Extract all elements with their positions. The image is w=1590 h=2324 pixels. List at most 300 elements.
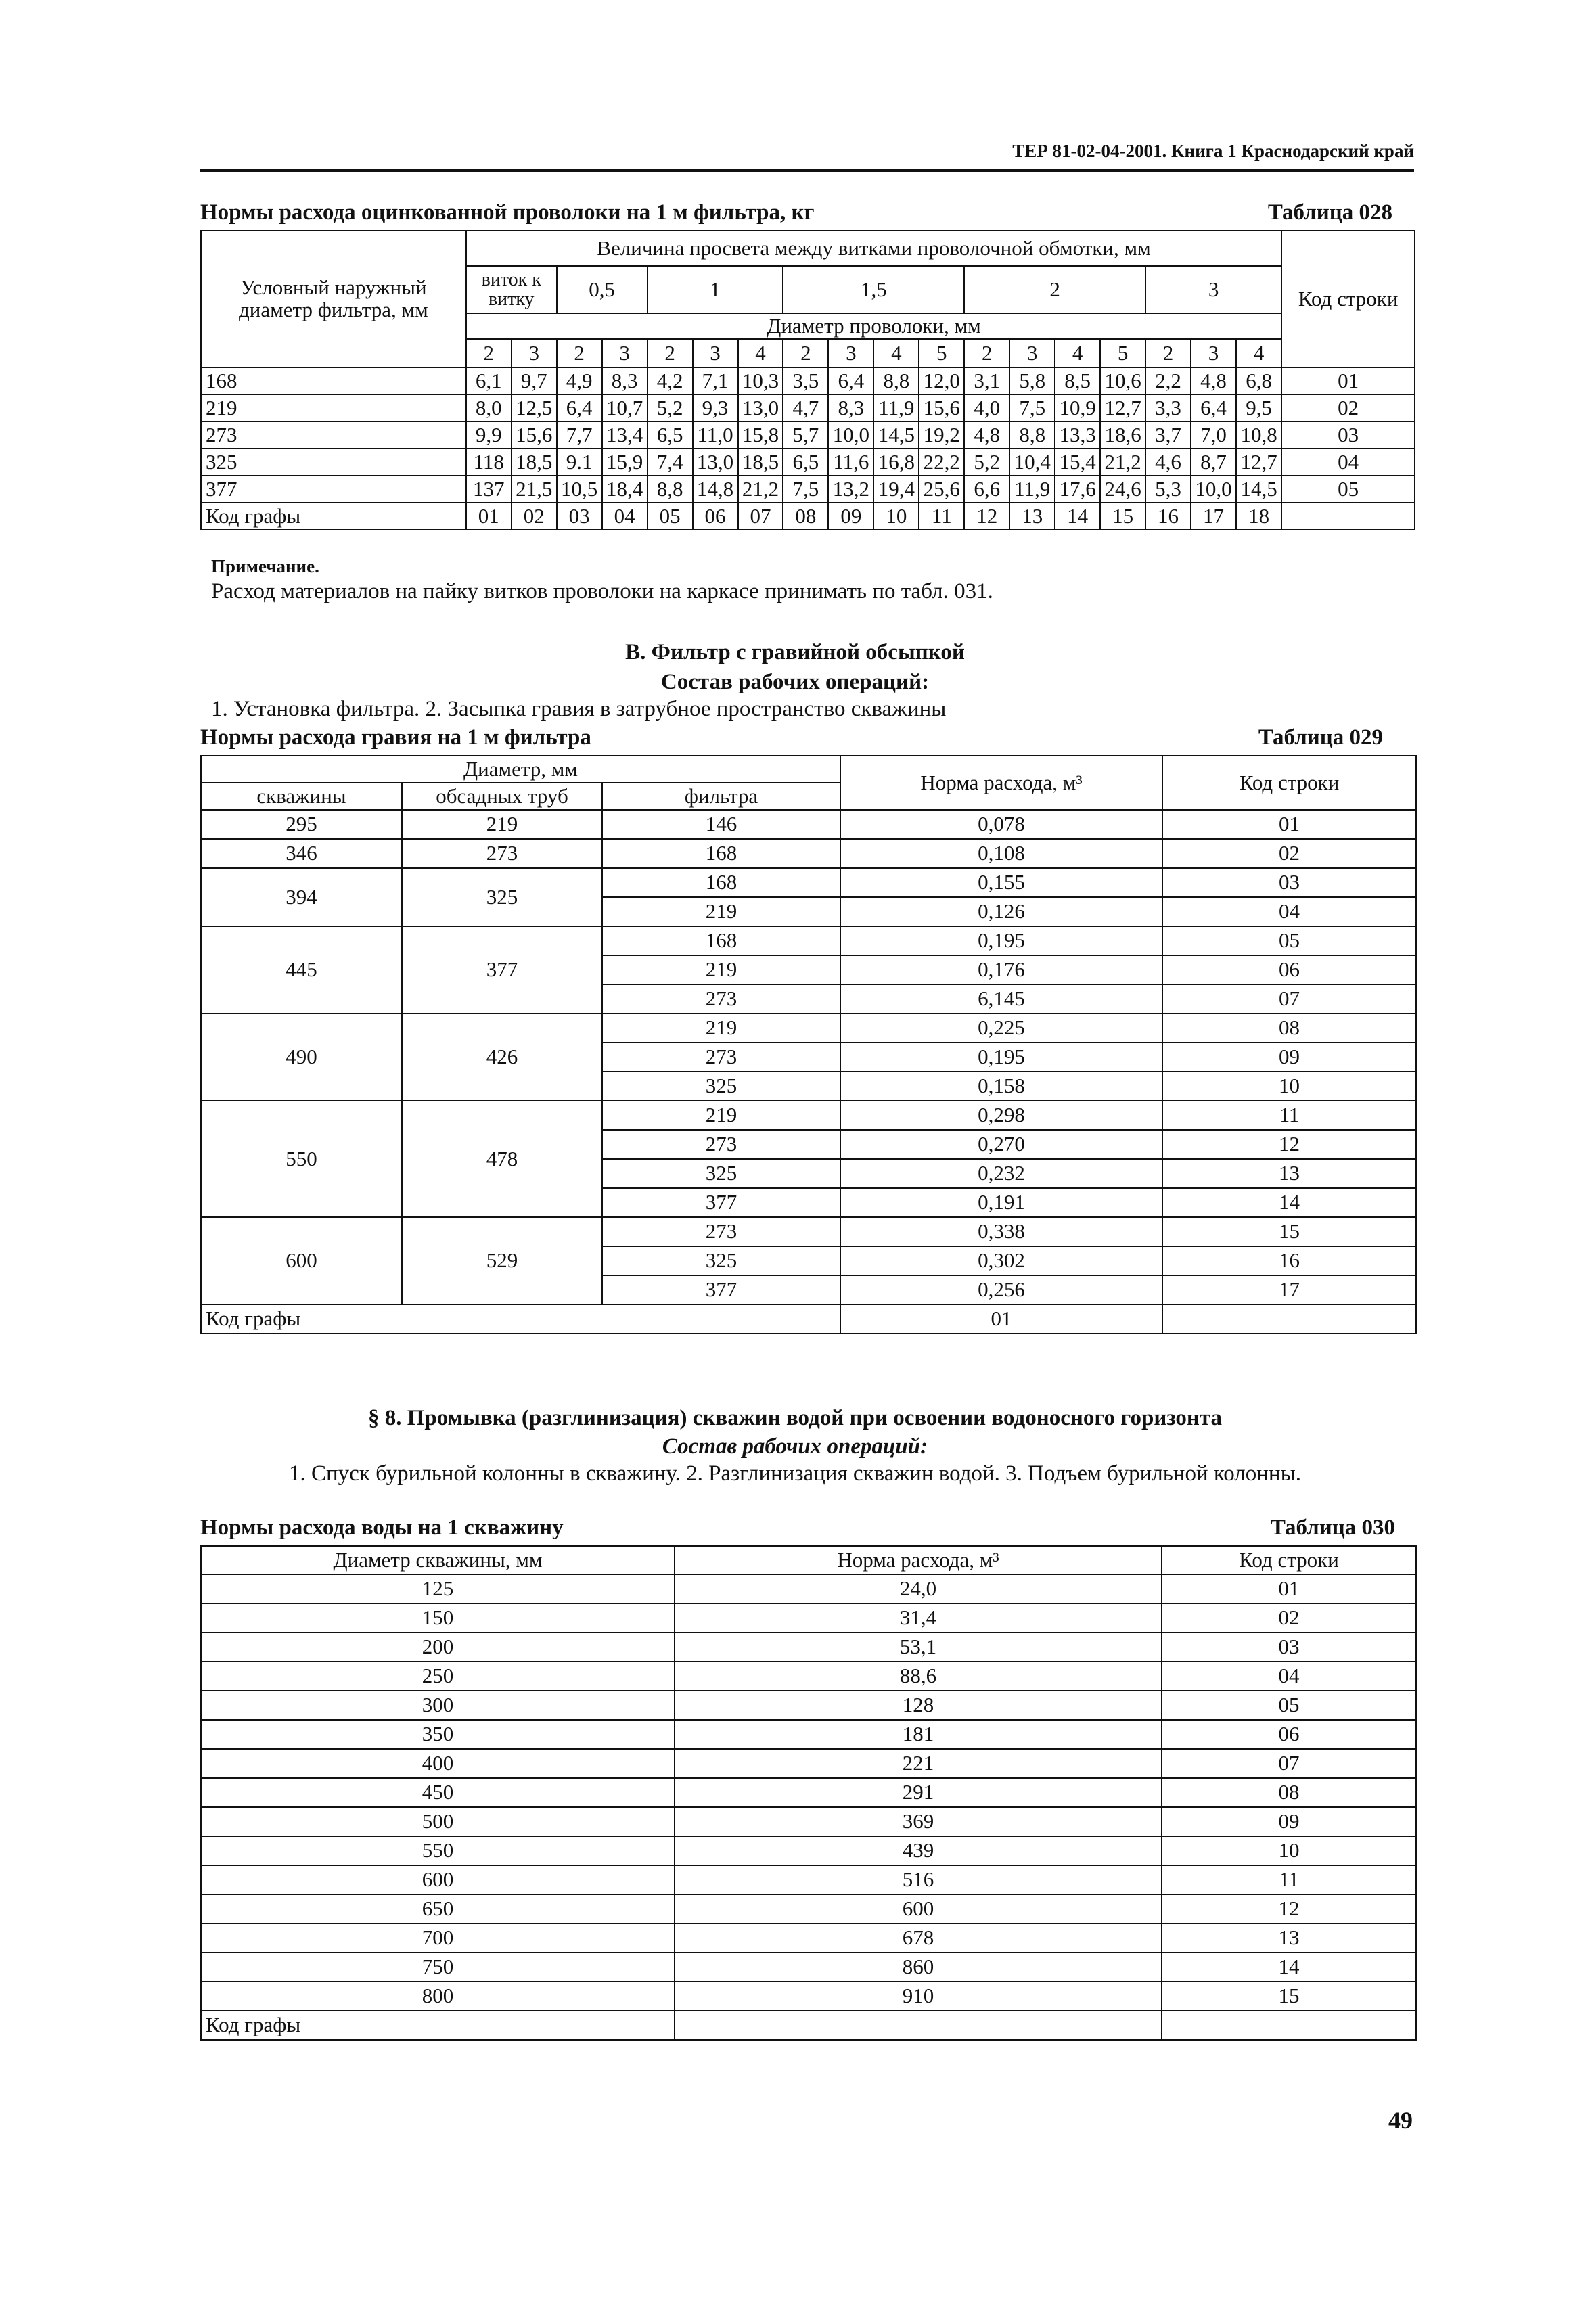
t028-value: 10,3: [738, 367, 783, 394]
t028-value: 10,5: [557, 476, 602, 503]
t030-head-diameter: Диаметр скважины, мм: [201, 1546, 675, 1574]
t030-diameter: 550: [201, 1836, 675, 1865]
t030-diameter: 450: [201, 1778, 675, 1807]
t029-row: [201, 1101, 1416, 1130]
t028-value: 3,1: [964, 367, 1009, 394]
t029-graph-code: 01: [840, 1304, 1162, 1334]
t030-diameter: 125: [201, 1574, 675, 1603]
t028-value: 3,7: [1145, 421, 1191, 449]
t028-value: 5,2: [964, 449, 1009, 476]
t030-diameter: 200: [201, 1633, 675, 1662]
t028-value: 18,5: [738, 449, 783, 476]
t028-value: 24,6: [1100, 476, 1145, 503]
t028-caption: Таблица 028: [1267, 200, 1392, 225]
t028-diameter: 377: [201, 476, 466, 503]
t030-row: [201, 1923, 1416, 1953]
t029-code: 17: [1162, 1275, 1416, 1304]
t029-code: 09: [1162, 1043, 1416, 1072]
t029-code: 04: [1162, 897, 1416, 926]
t030-row: [201, 1749, 1416, 1778]
t029-well: 600: [201, 1217, 402, 1304]
t028-value: 8,0: [466, 394, 512, 421]
t028-head-diameter: Условный наружный диаметр фильтра, мм: [201, 231, 466, 367]
t028-value: 6,5: [648, 421, 693, 449]
t029-norm: 6,145: [840, 984, 1162, 1013]
t028-head-vitok: виток к витку: [466, 266, 557, 313]
t028-graph-code: 05: [648, 503, 693, 530]
t030-graph-row: [201, 2011, 1416, 2040]
t029-casing: 325: [402, 868, 602, 926]
t030-graph-label: Код графы: [201, 2011, 675, 2040]
t029-filter: 168: [602, 839, 840, 868]
t028-value: 14,5: [873, 421, 919, 449]
t030-title: Нормы расхода воды на 1 скважину: [200, 1516, 564, 1540]
t029-filter: 273: [602, 1217, 840, 1246]
t029-filter: 325: [602, 1159, 840, 1188]
t029-norm: 0,078: [840, 810, 1162, 839]
t028-value: 12,7: [1236, 449, 1281, 476]
t030-diameter: 750: [201, 1953, 675, 1982]
section-b-title: В. Фильтр с гравийной обсыпкой: [625, 640, 965, 664]
t029-norm: 0,158: [840, 1072, 1162, 1101]
t028-value: 4,7: [783, 394, 828, 421]
t028-graph-code: 11: [919, 503, 964, 530]
t028-value: 10,9: [1055, 394, 1100, 421]
t028-value: 7,0: [1191, 421, 1236, 449]
t029-code: 01: [1162, 810, 1416, 839]
t029-filter: 325: [602, 1246, 840, 1275]
t028-value: 12,5: [512, 394, 557, 421]
t028-value: 15,8: [738, 421, 783, 449]
t030-diameter: 150: [201, 1603, 675, 1633]
t029-filter: 168: [602, 926, 840, 955]
t028-wire-col: 2: [964, 339, 1009, 367]
t028-value: 6,8: [1236, 367, 1281, 394]
t029-row: [201, 810, 1416, 839]
t029-caption: Таблица 029: [1258, 725, 1383, 750]
t028-table: [200, 230, 1415, 530]
t030-caption: Таблица 030: [1270, 1516, 1395, 1540]
t028-row: [201, 421, 1415, 449]
t028-wire-col: 3: [693, 339, 738, 367]
t030-graph-empty: [675, 2011, 1162, 2040]
section-b-subtitle: Состав рабочих операций:: [660, 670, 930, 694]
t028-value: 4,9: [557, 367, 602, 394]
t029-well: 550: [201, 1101, 402, 1217]
t029-head-norm: Норма расхода, м³: [840, 756, 1162, 810]
t029-filter: 146: [602, 810, 840, 839]
t028-graph-code: 18: [1236, 503, 1281, 530]
t030-code: 12: [1162, 1894, 1416, 1923]
t030-norm: 910: [675, 1982, 1162, 2011]
t028-value: 8,5: [1055, 367, 1100, 394]
t028-value: 16,8: [873, 449, 919, 476]
t028-gap: 1,5: [783, 266, 964, 313]
t028-wire-col: 2: [557, 339, 602, 367]
t030-norm: 369: [675, 1807, 1162, 1836]
t030-diameter: 800: [201, 1982, 675, 2011]
t029-code: 16: [1162, 1246, 1416, 1275]
t028-graph-code: 09: [828, 503, 873, 530]
t029-norm: 0,256: [840, 1275, 1162, 1304]
t030-diameter: 700: [201, 1923, 675, 1953]
t028-value: 11,9: [873, 394, 919, 421]
running-header: ТЕР 81-02-04-2001. Книга 1 Краснодарский край: [1012, 141, 1414, 161]
t028-value: 13,3: [1055, 421, 1100, 449]
t028-value: 5,7: [783, 421, 828, 449]
t028-wire-col: 2: [783, 339, 828, 367]
t028-value: 7,1: [693, 367, 738, 394]
t028-value: 10,6: [1100, 367, 1145, 394]
t029-title: Нормы расхода гравия на 1 м фильтра: [200, 725, 591, 750]
t030-diameter: 400: [201, 1749, 675, 1778]
t030-row: [201, 1865, 1416, 1894]
t030-diameter: 600: [201, 1865, 675, 1894]
t028-row: [201, 449, 1415, 476]
t029-norm: 0,270: [840, 1130, 1162, 1159]
t028-code: 03: [1281, 421, 1415, 449]
t029-filter: 377: [602, 1188, 840, 1217]
t030-head-norm: Норма расхода, м³: [675, 1546, 1162, 1574]
t028-wire-col: 3: [1191, 339, 1236, 367]
t028-graph-row: [201, 503, 1415, 530]
t029-casing: 219: [402, 810, 602, 839]
t028-row: [201, 476, 1415, 503]
t028-gap: 0,5: [557, 266, 648, 313]
t030-norm: 88,6: [675, 1662, 1162, 1691]
t028-value: 18,6: [1100, 421, 1145, 449]
t030-norm: 291: [675, 1778, 1162, 1807]
t029-graph-empty: [1162, 1304, 1416, 1334]
t028-value: 10,8: [1236, 421, 1281, 449]
t029-filter: 219: [602, 897, 840, 926]
t029-casing: 529: [402, 1217, 602, 1304]
t029-code: 11: [1162, 1101, 1416, 1130]
t028-value: 6,4: [1191, 394, 1236, 421]
t028-code: 02: [1281, 394, 1415, 421]
t028-value: 4,2: [648, 367, 693, 394]
t028-value: 6,4: [557, 394, 602, 421]
t029-row: [201, 839, 1416, 868]
t028-value: 6,1: [466, 367, 512, 394]
section-8-subtitle: Состав рабочих операций:: [662, 1434, 928, 1459]
t030-norm: 600: [675, 1894, 1162, 1923]
t028-graph-code: 04: [602, 503, 648, 530]
t028-value: 21,5: [512, 476, 557, 503]
t028-value: 6,4: [828, 367, 873, 394]
t029-casing: 377: [402, 926, 602, 1013]
t029-filter: 219: [602, 1101, 840, 1130]
t030-row: [201, 1807, 1416, 1836]
t028-wire-col: 3: [828, 339, 873, 367]
t029-code: 08: [1162, 1013, 1416, 1043]
t029-well: 394: [201, 868, 402, 926]
t028-value: 9.1: [557, 449, 602, 476]
t028-code: 05: [1281, 476, 1415, 503]
t030-norm: 516: [675, 1865, 1162, 1894]
t028-wire-col: 4: [873, 339, 919, 367]
t028-value: 17,6: [1055, 476, 1100, 503]
t028-value: 13,2: [828, 476, 873, 503]
t030-norm: 439: [675, 1836, 1162, 1865]
t028-value: 15,9: [602, 449, 648, 476]
t029-row: [201, 868, 1416, 897]
t028-graph-code: 14: [1055, 503, 1100, 530]
t029-graph-row: [201, 1304, 1416, 1334]
t028-value: 11,0: [693, 421, 738, 449]
t030-norm: 53,1: [675, 1633, 1162, 1662]
t028-value: 4,8: [1191, 367, 1236, 394]
t029-head-code: Код строки: [1162, 756, 1416, 810]
t028-graph-code: 16: [1145, 503, 1191, 530]
t029-norm: 0,302: [840, 1246, 1162, 1275]
t028-value: 11,6: [828, 449, 873, 476]
t030-code: 02: [1162, 1603, 1416, 1633]
t028-graph-label: Код графы: [201, 503, 466, 530]
t030-diameter: 500: [201, 1807, 675, 1836]
t028-graph-code: 10: [873, 503, 919, 530]
t028-value: 8,3: [602, 367, 648, 394]
t029-well: 295: [201, 810, 402, 839]
header-rule: [200, 169, 1414, 172]
t030-code: 10: [1162, 1836, 1416, 1865]
t029-norm: 0,232: [840, 1159, 1162, 1188]
t030-diameter: 350: [201, 1720, 675, 1749]
t028-wire-col: 3: [602, 339, 648, 367]
t029-norm: 0,155: [840, 868, 1162, 897]
t029-norm: 0,191: [840, 1188, 1162, 1217]
t028-value: 3,5: [783, 367, 828, 394]
t030-row: [201, 1778, 1416, 1807]
t028-value: 5,8: [1009, 367, 1055, 394]
t030-graph-empty: [1162, 2011, 1416, 2040]
t028-value: 10,4: [1009, 449, 1055, 476]
t028-graph-code: 01: [466, 503, 512, 530]
t028-head-wire: Диаметр проволоки, мм: [466, 313, 1281, 339]
t029-head-filter: фильтра: [602, 783, 840, 810]
t028-wire-col: 4: [738, 339, 783, 367]
t028-value: 13,4: [602, 421, 648, 449]
section-8-ops: 1. Спуск бурильной колонны в скважину. 2. Разглинизация скважин водой. 3. Подъем бурильной колонны.: [288, 1461, 1302, 1486]
t028-value: 4,8: [964, 421, 1009, 449]
t028-value: 118: [466, 449, 512, 476]
t028-gap: 3: [1145, 266, 1281, 313]
t029-filter: 219: [602, 1013, 840, 1043]
t030-norm: 24,0: [675, 1574, 1162, 1603]
t028-value: 18,4: [602, 476, 648, 503]
t028-value: 9,9: [466, 421, 512, 449]
t029-norm: 0,298: [840, 1101, 1162, 1130]
t028-value: 12,0: [919, 367, 964, 394]
t028-wire-col: 3: [512, 339, 557, 367]
t028-note-heading: Примечание.: [211, 556, 319, 576]
t030-row: [201, 1982, 1416, 2011]
t028-value: 7,5: [1009, 394, 1055, 421]
t029-norm: 0,126: [840, 897, 1162, 926]
t028-diameter: 168: [201, 367, 466, 394]
t029-casing: 426: [402, 1013, 602, 1101]
t028-value: 13,0: [738, 394, 783, 421]
t028-value: 2,2: [1145, 367, 1191, 394]
t030-diameter: 250: [201, 1662, 675, 1691]
t029-well: 490: [201, 1013, 402, 1101]
t028-value: 15,6: [919, 394, 964, 421]
t029-casing: 478: [402, 1101, 602, 1217]
t028-graph-empty: [1281, 503, 1415, 530]
t030-diameter: 650: [201, 1894, 675, 1923]
t028-graph-code: 02: [512, 503, 557, 530]
t028-wire-col: 2: [1145, 339, 1191, 367]
t029-well: 445: [201, 926, 402, 1013]
t028-value: 22,2: [919, 449, 964, 476]
t028-value: 11,9: [1009, 476, 1055, 503]
t028-value: 8,8: [1009, 421, 1055, 449]
t029-norm: 0,195: [840, 926, 1162, 955]
t028-title: Нормы расхода оцинкованной проволоки на 1 м фильтра, кг: [200, 200, 815, 225]
t028-value: 7,7: [557, 421, 602, 449]
t030-row: [201, 1691, 1416, 1720]
t030-code: 08: [1162, 1778, 1416, 1807]
t029-code: 05: [1162, 926, 1416, 955]
t028-note: Расход материалов на пайку витков проволоки на каркасе принимать по табл. 031.: [211, 579, 993, 603]
t029-code: 03: [1162, 868, 1416, 897]
t030-row: [201, 1720, 1416, 1749]
t028-value: 25,6: [919, 476, 964, 503]
t028-value: 15,6: [512, 421, 557, 449]
t028-value: 8,8: [873, 367, 919, 394]
t028-value: 6,5: [783, 449, 828, 476]
t029-code: 02: [1162, 839, 1416, 868]
t028-value: 9,7: [512, 367, 557, 394]
t030-table: [200, 1545, 1417, 2041]
t028-row: [201, 367, 1415, 394]
t029-table: [200, 755, 1417, 1334]
t030-row: [201, 1574, 1416, 1603]
t028-value: 15,4: [1055, 449, 1100, 476]
t028-value: 9,3: [693, 394, 738, 421]
t030-norm: 31,4: [675, 1603, 1162, 1633]
t029-row: [201, 926, 1416, 955]
t030-norm: 678: [675, 1923, 1162, 1953]
t030-norm: 221: [675, 1749, 1162, 1778]
t028-graph-code: 08: [783, 503, 828, 530]
t028-value: 3,3: [1145, 394, 1191, 421]
t028-wire-col: 2: [648, 339, 693, 367]
t028-wire-col: 4: [1055, 339, 1100, 367]
t029-head-casing: обсадных труб: [402, 783, 602, 810]
t030-code: 05: [1162, 1691, 1416, 1720]
t029-row: [201, 1013, 1416, 1043]
t028-graph-code: 15: [1100, 503, 1145, 530]
t028-head-span: Величина просвета между витками проволочной обмотки, мм: [466, 231, 1281, 266]
t028-graph-code: 17: [1191, 503, 1236, 530]
t029-head-diameter: Диаметр, мм: [201, 756, 840, 783]
t029-head-well: скважины: [201, 783, 402, 810]
t030-code: 15: [1162, 1982, 1416, 2011]
t030-row: [201, 1894, 1416, 1923]
t030-code: 04: [1162, 1662, 1416, 1691]
t028-value: 19,2: [919, 421, 964, 449]
t028-wire-col: 3: [1009, 339, 1055, 367]
section-8-title: § 8. Промывка (разглинизация) скважин водой при освоении водоносного горизонта: [367, 1406, 1223, 1430]
t028-gap: 2: [964, 266, 1145, 313]
t028-wire-col: 5: [919, 339, 964, 367]
t028-graph-code: 12: [964, 503, 1009, 530]
t029-filter: 377: [602, 1275, 840, 1304]
t029-norm: 0,108: [840, 839, 1162, 868]
t028-diameter: 325: [201, 449, 466, 476]
t030-row: [201, 1662, 1416, 1691]
t029-norm: 0,176: [840, 955, 1162, 984]
t028-value: 8,3: [828, 394, 873, 421]
t029-casing: 273: [402, 839, 602, 868]
t029-norm: 0,195: [840, 1043, 1162, 1072]
t028-value: 19,4: [873, 476, 919, 503]
t030-norm: 181: [675, 1720, 1162, 1749]
t029-code: 14: [1162, 1188, 1416, 1217]
t029-code: 15: [1162, 1217, 1416, 1246]
t029-code: 06: [1162, 955, 1416, 984]
t030-head-code: Код строки: [1162, 1546, 1416, 1574]
t029-norm: 0,338: [840, 1217, 1162, 1246]
t028-value: 7,4: [648, 449, 693, 476]
t028-code: 01: [1281, 367, 1415, 394]
t030-code: 06: [1162, 1720, 1416, 1749]
t028-value: 8,7: [1191, 449, 1236, 476]
t028-row: [201, 394, 1415, 421]
t028-value: 10,0: [1191, 476, 1236, 503]
t030-row: [201, 1603, 1416, 1633]
t029-filter: 168: [602, 868, 840, 897]
t030-diameter: 300: [201, 1691, 675, 1720]
t028-graph-code: 06: [693, 503, 738, 530]
t028-code: 04: [1281, 449, 1415, 476]
t029-code: 12: [1162, 1130, 1416, 1159]
t029-filter: 273: [602, 1043, 840, 1072]
t028-value: 5,3: [1145, 476, 1191, 503]
t028-value: 10,0: [828, 421, 873, 449]
t030-code: 14: [1162, 1953, 1416, 1982]
t029-norm: 0,225: [840, 1013, 1162, 1043]
t028-graph-code: 07: [738, 503, 783, 530]
t028-wire-col: 4: [1236, 339, 1281, 367]
t028-value: 7,5: [783, 476, 828, 503]
t029-code: 07: [1162, 984, 1416, 1013]
t028-value: 10,7: [602, 394, 648, 421]
t030-code: 07: [1162, 1749, 1416, 1778]
t028-value: 8,8: [648, 476, 693, 503]
t028-value: 14,8: [693, 476, 738, 503]
t028-value: 6,6: [964, 476, 1009, 503]
t030-code: 13: [1162, 1923, 1416, 1953]
t029-filter: 219: [602, 955, 840, 984]
t030-code: 01: [1162, 1574, 1416, 1603]
t028-diameter: 219: [201, 394, 466, 421]
t030-row: [201, 1633, 1416, 1662]
t029-code: 10: [1162, 1072, 1416, 1101]
t030-code: 09: [1162, 1807, 1416, 1836]
t030-code: 11: [1162, 1865, 1416, 1894]
t028-graph-code: 03: [557, 503, 602, 530]
t028-head-code: Код строки: [1281, 231, 1415, 367]
page-number: 49: [1388, 2107, 1413, 2134]
t028-value: 13,0: [693, 449, 738, 476]
t028-wire-col: 2: [466, 339, 512, 367]
t029-graph-label: Код графы: [201, 1304, 840, 1334]
t029-filter: 273: [602, 1130, 840, 1159]
t030-row: [201, 1836, 1416, 1865]
t030-code: 03: [1162, 1633, 1416, 1662]
